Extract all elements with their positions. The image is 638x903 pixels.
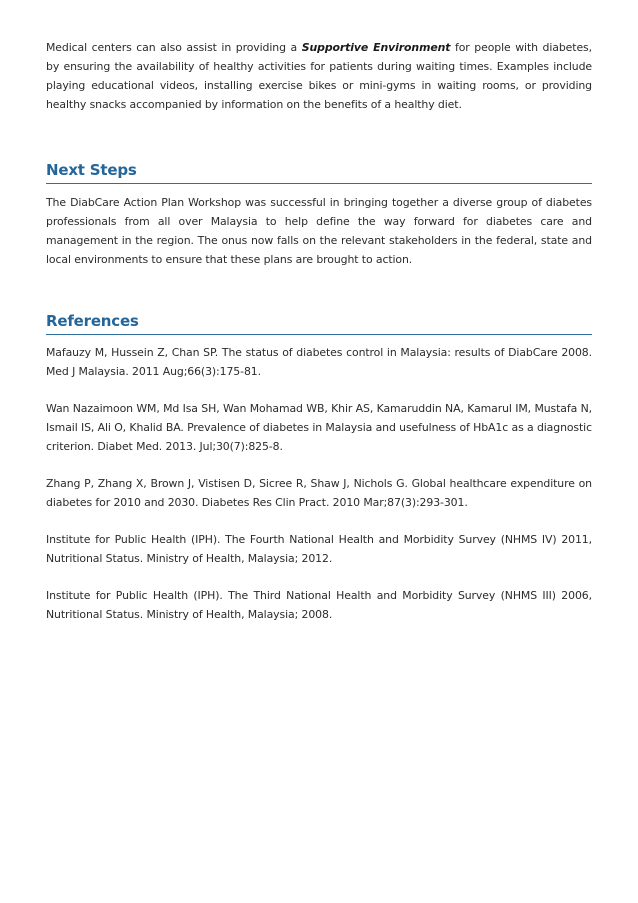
reference-item: Institute for Public Health (IPH). The Third National Health and Morbidity Survey (NHMS III) 2006, Nutritional Status. Ministry of Health, Malaysia; 2008.	[46, 589, 592, 621]
intro-text-before: Medical centers can also assist in providing a	[46, 41, 302, 54]
references-heading: References	[46, 312, 139, 330]
reference-item: Wan Nazaimoon WM, Md Isa SH, Wan Mohamad WB, Khir AS, Kamaruddin NA, Kamarul IM, Mustafa N, Ismail IS, Ali O, Khalid BA. Prevalence of diabetes in Malaysia and usefulness of HbA1c as a diagnostic criterion. Diabet Med. 2013. Jul;30(7):825-8.	[46, 402, 592, 453]
references-list	[46, 343, 592, 642]
next-steps-heading: Next Steps	[46, 161, 137, 179]
reference-item: Zhang P, Zhang X, Brown J, Vistisen D, Sicree R, Shaw J, Nichols G. Global healthcare expenditure on diabetes for 2010 and 2030. Diabetes Res Clin Pract. 2010 Mar;87(3):293-301.	[46, 477, 592, 509]
intro-text-after: for people with diabetes, by ensuring the availability of healthy activities for patients during waiting times. Examples include playing educational videos, installing exercise bikes or mini-gyms in waiting rooms, or providing healthy snacks accompanied by information on the benefits of a healthy diet.	[46, 41, 592, 111]
next-steps-header	[46, 160, 592, 184]
intro-paragraph	[46, 38, 592, 114]
intro-emphasis: Supportive Environment	[301, 41, 451, 54]
reference-item: Mafauzy M, Hussein Z, Chan SP. The status of diabetes control in Malaysia: results of DiabCare 2008. Med J Malaysia. 2011 Aug;66(3):175-81.	[46, 346, 592, 378]
references-header	[46, 311, 592, 335]
reference-item: Institute for Public Health (IPH). The Fourth National Health and Morbidity Survey (NHMS IV) 2011, Nutritional Status. Ministry of Health, Malaysia; 2012.	[46, 533, 592, 565]
next-steps-paragraph: The DiabCare Action Plan Workshop was successful in bringing together a diverse group of diabetes professionals from all over Malaysia to help define the way forward for diabetes care and management in the region. The onus now falls on the relevant stakeholders in the federal, state and local environments to ensure that these plans are brought to action.	[46, 196, 592, 266]
